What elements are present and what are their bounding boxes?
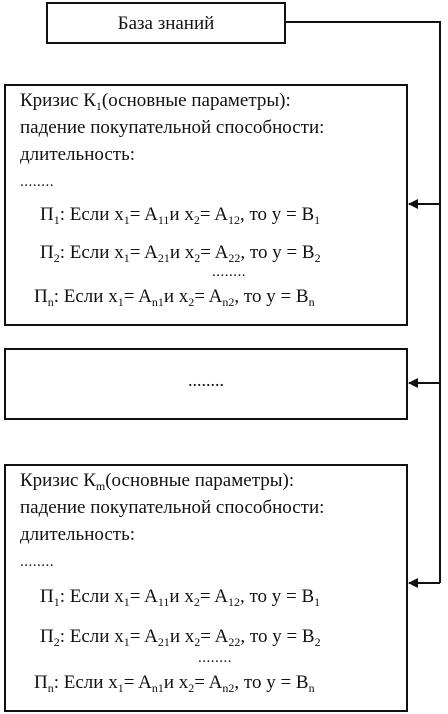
crisis-m-ellipsis: ........ [20,554,54,570]
crisis-m-rule-2: $П_2$: Если $x_1= A_{21}и$ $x_2= A_{22}$, то $y = B_2$ [40,626,321,649]
crisis-1-rule-n: $П_n$: Если $x_1= A_{n1}и$ $x_2= A_{n2}$, то $y = B_n$ [34,286,315,309]
crisis-1-rules-ellipsis: ........ [212,264,246,280]
knowledge-base-label: База знаний [117,13,215,34]
crisis-1-rule-1: $П_1$: Если $x_1= A_{11}и$ $x_2= A_{12}$, то $y = B_1$ [40,204,321,227]
crisis-1-param-purchasing-power: падение покупательной способности: [20,117,325,138]
crisis-m-rule-n: $П_n$: Если $x_1= A_{n1}и$ $x_2= A_{n2}$, то $y = B_n$ [34,672,315,695]
crisis-1-rule-2: $П_2$: Если $x_1= A_{21}и$ $x_2= A_{22}$, то $y = B_2$ [40,242,321,265]
other-crises-box [4,348,408,420]
crisis-m-param-purchasing-power: падение покупательной способности: [20,497,325,518]
crisis-m-box [4,464,408,712]
crisis-m-param-duration: длительность: [20,524,136,545]
knowledge-base-box [46,2,286,44]
crisis-1-box [4,84,408,326]
crisis-1-param-duration: длительность: [20,144,136,165]
crisis-1-title: Кризис $К_1(основные$ параметры): [20,90,291,113]
crisis-m-title: Кризис $К_m(основные$ параметры): [20,470,295,493]
crisis-m-rule-1: $П_1$: Если $x_1= A_{11}и$ $x_2= A_{12}$, то $y = B_1$ [40,586,321,609]
crisis-1-ellipsis: ........ [20,174,54,190]
other-crises-ellipsis: ........ [188,370,224,390]
crisis-m-rules-ellipsis: ........ [198,650,232,666]
